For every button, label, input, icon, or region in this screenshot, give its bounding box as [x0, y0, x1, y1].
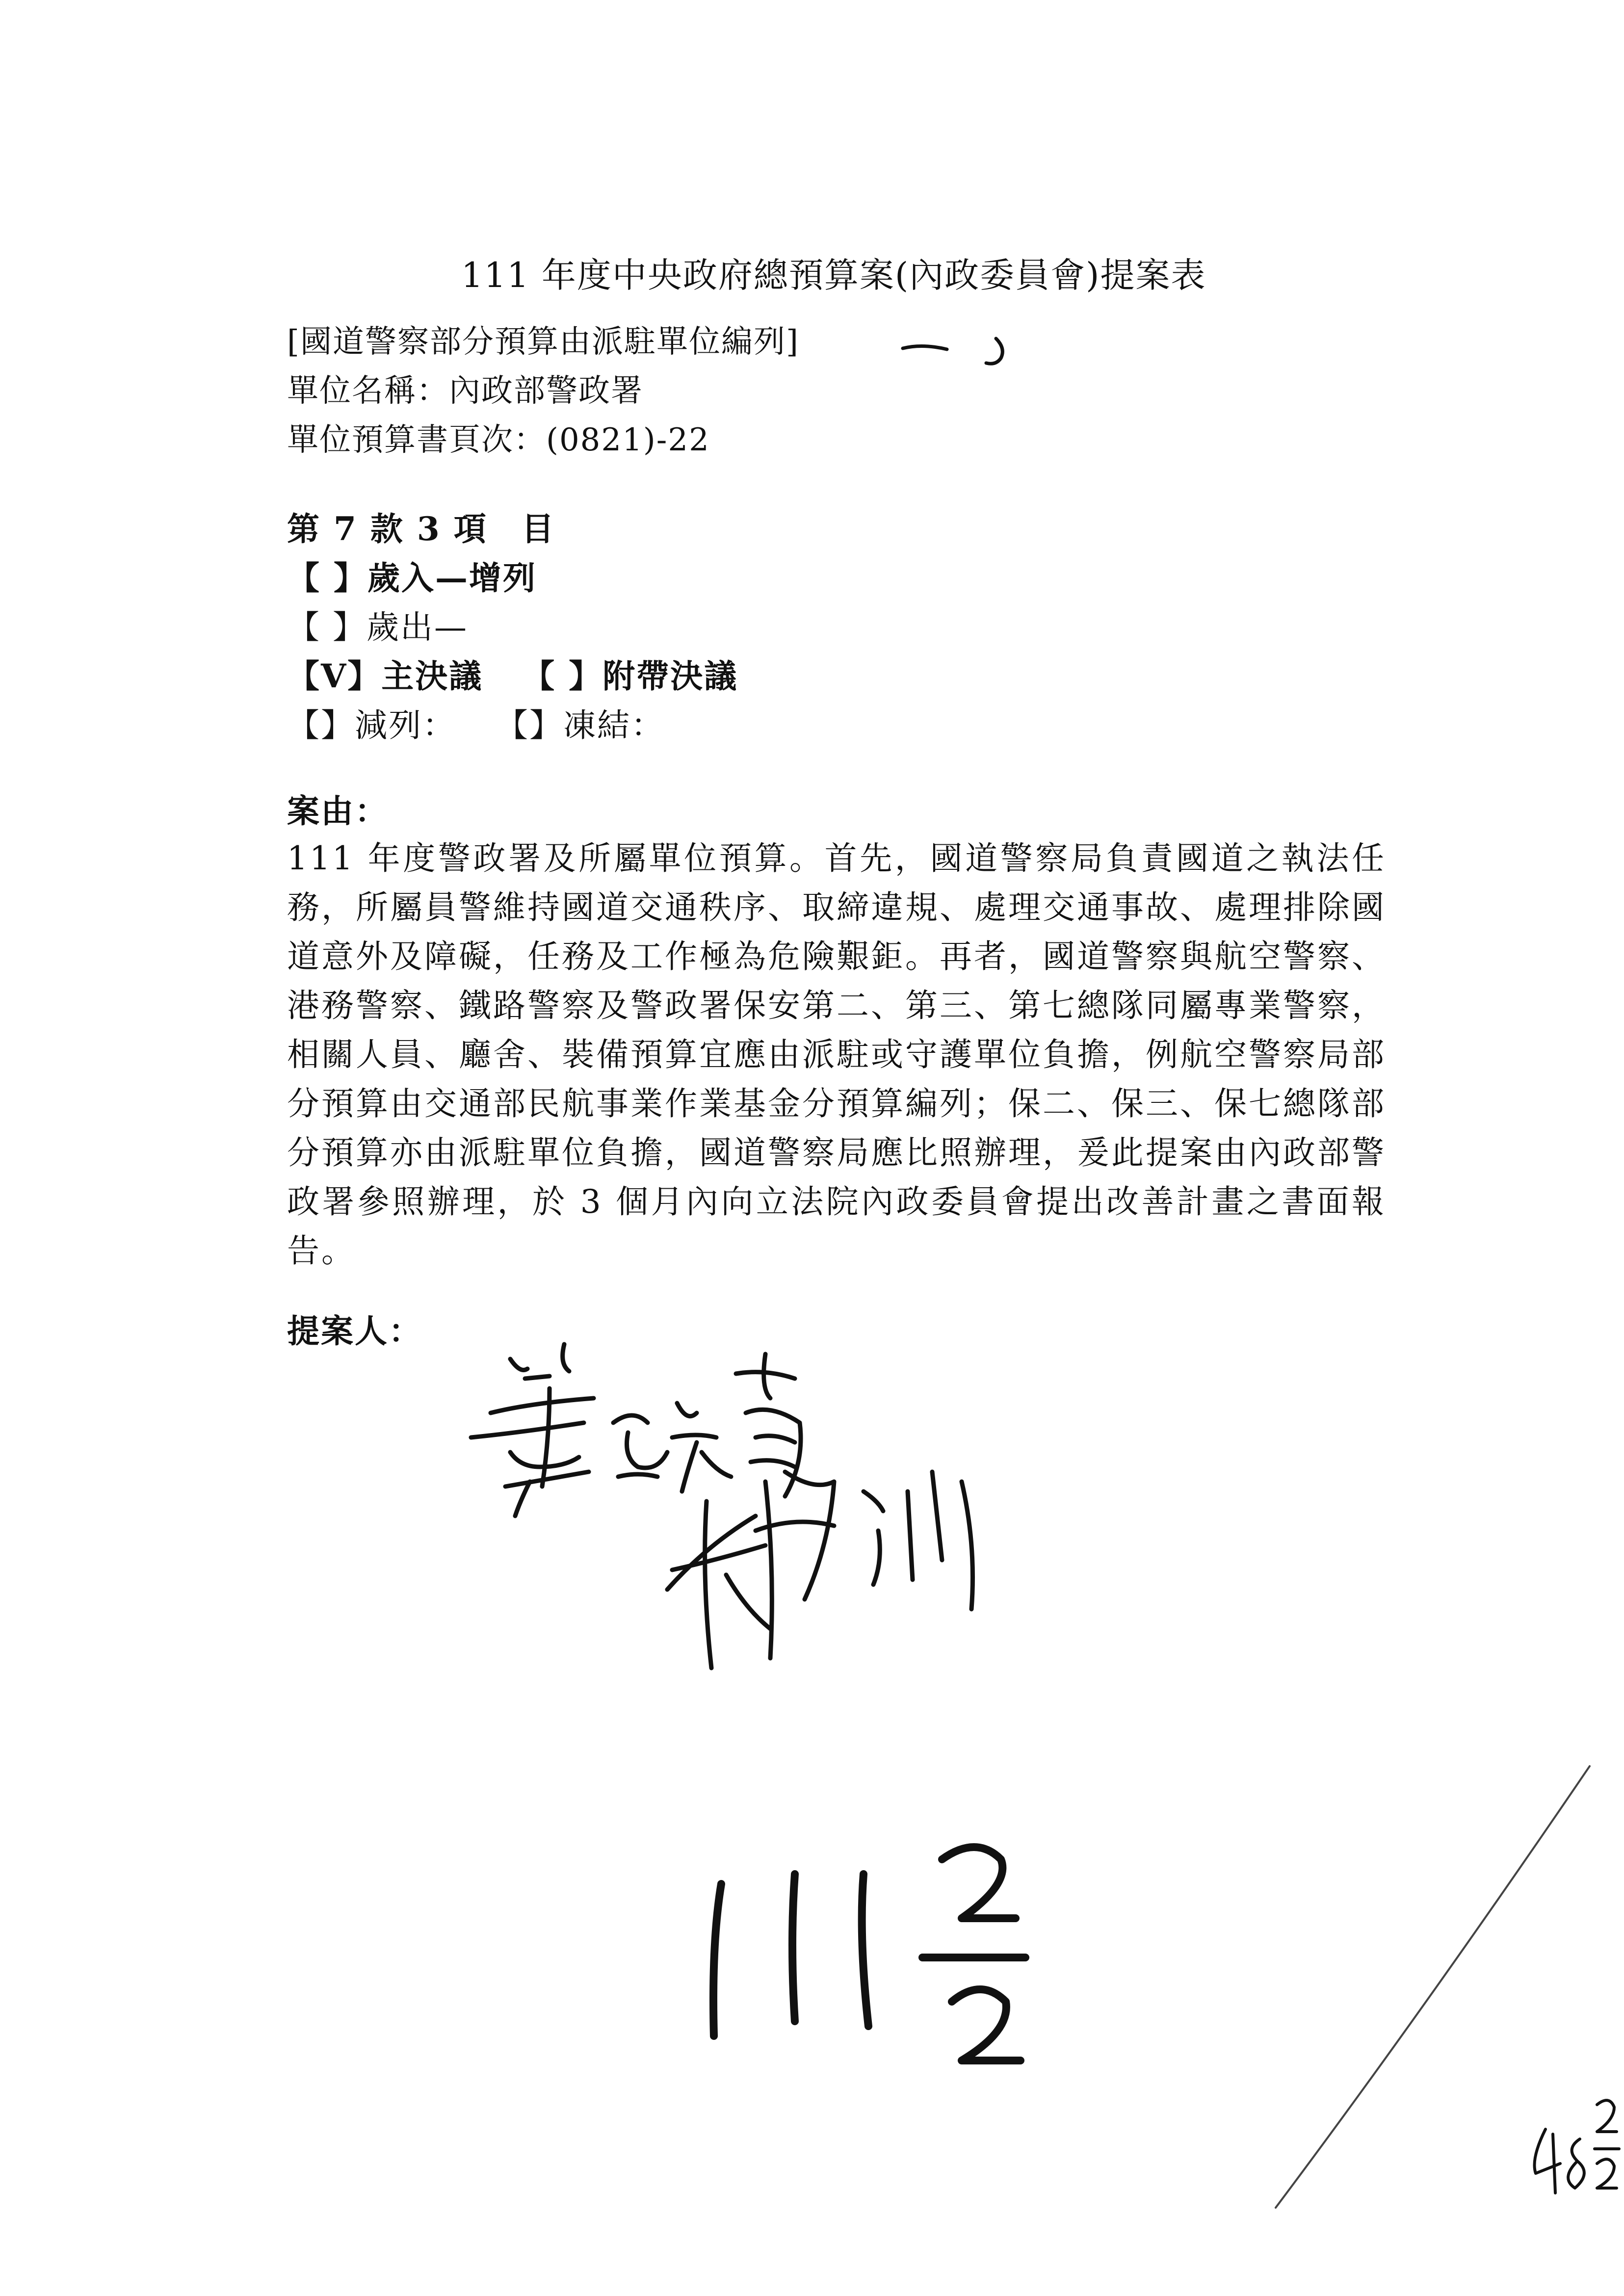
- subject-line: [國道警察部分預算由派駐單位編列]: [287, 324, 799, 360]
- date-note: [713, 1847, 1025, 2061]
- unit-name-line: 單位名稱：內政部警政署: [287, 373, 643, 409]
- reason-text: 111 年度警政署及所屬單位預算。首先，國道警察局負責國道之執法任務，所屬員警維持國道交通秩序、取締違規、處理交通事故、處理排除國道意外及障礙，任務及工作極為危險艱鉅。再者，國道警察與航空警察、港務警察、鐵路警察及警政署保安第二、第三、第七總隊同屬專業警察，相關人員、廳舍、裝備預算宜應由派駐或守護單位負擔，例航空警察局部分預算由交通部民航事業作業基金分預算編列；保二、保三、保七總隊部分預算亦由派駐單位負擔，國道警察局應比照辦理，爰此提案由內政部警政署參照辦理，於 3 個月內向立法院內政委員會提出改善計畫之書面報告。: [287, 839, 1386, 1270]
- signature-2: [667, 1472, 973, 1668]
- proposer-label: 提案人：: [287, 1312, 422, 1350]
- signature-1: [471, 1344, 801, 1516]
- page-note: [1535, 2100, 1620, 2193]
- margin-diagonal-line: [1276, 1766, 1590, 2208]
- reduce-option: 【】減列：: [287, 706, 456, 744]
- reason-label: 案由：: [287, 792, 389, 830]
- expenditure-option: 【 】歲出—: [287, 608, 468, 646]
- main-resolution-option: 【V】主決議: [287, 657, 483, 695]
- revenue-option: 【 】歲入—增列: [287, 559, 537, 597]
- supplementary-resolution-option: 【 】附帶決議: [522, 657, 738, 695]
- freeze-option: 【】凍結：: [496, 706, 665, 744]
- pen-mark: [903, 339, 1002, 364]
- item-line: 第 7 款 3 項 目: [287, 510, 555, 548]
- budget-page-line: 單位預算書頁次：(0821)-22: [287, 422, 710, 458]
- page-title: 111 年度中央政府總預算案(內政委員會)提案表: [461, 255, 1206, 295]
